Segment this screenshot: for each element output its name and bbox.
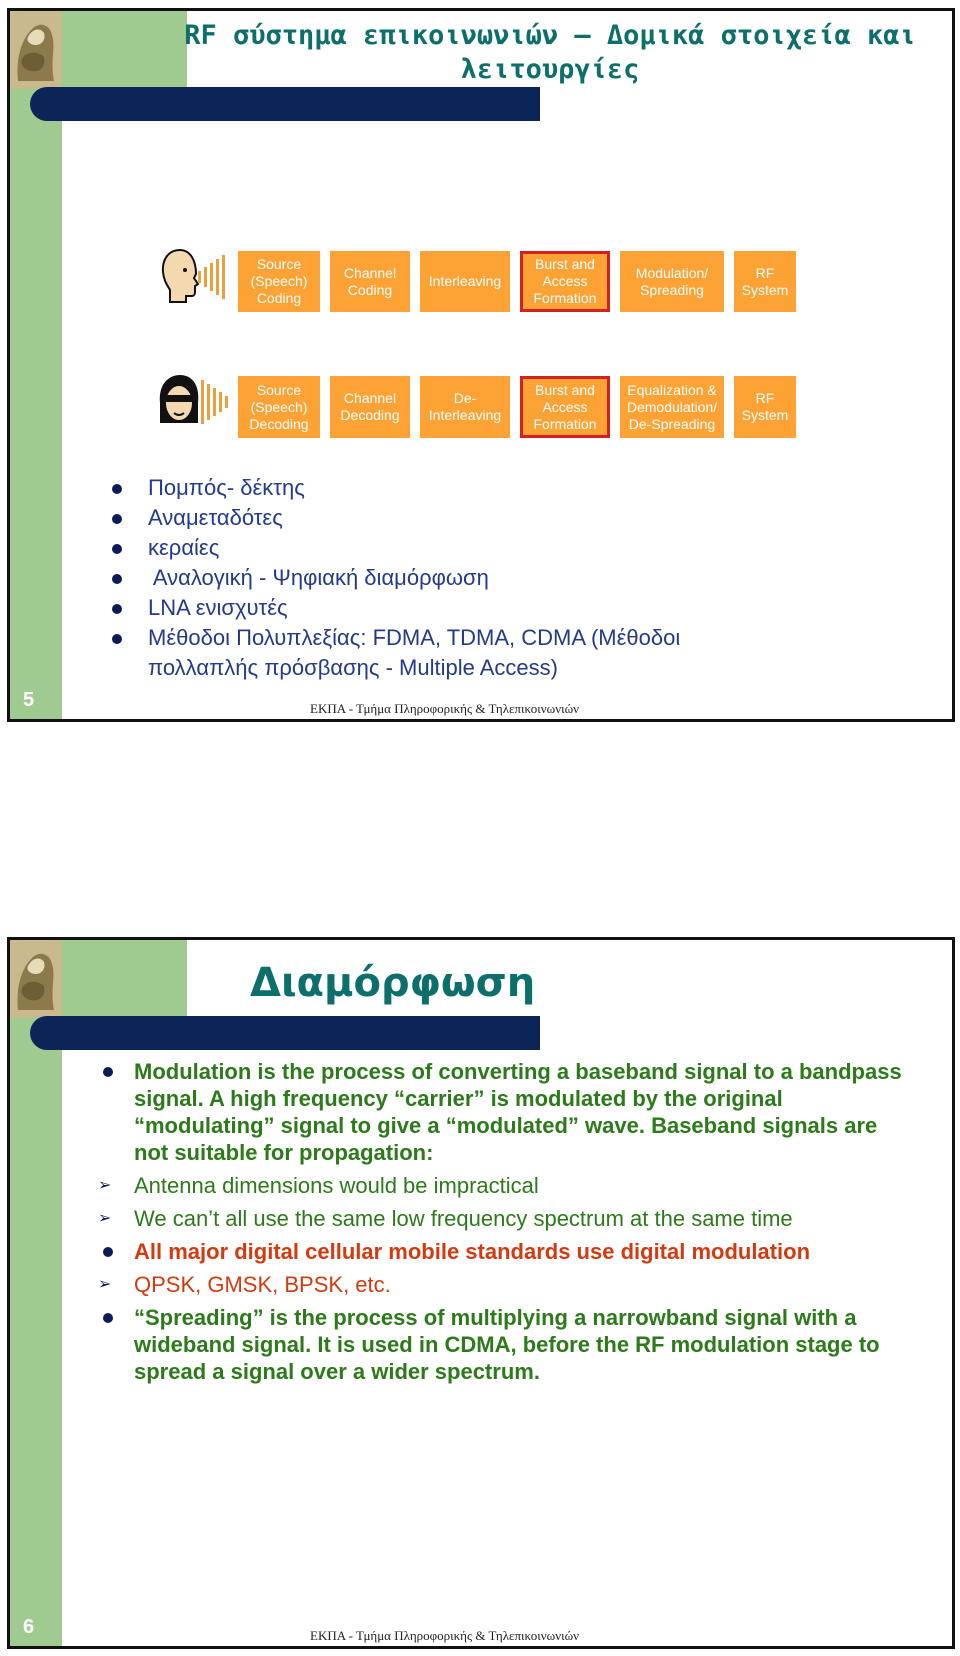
box-rf-system-tx: RF System <box>734 251 796 312</box>
title-green-strip <box>62 11 187 89</box>
box-burst-access-formation: Burst and Access Formation <box>520 251 610 312</box>
bullet-list <box>100 473 900 683</box>
list-item: All major digital cellular mobile standards use digital modulation <box>94 1238 914 1265</box>
title-line-2: λειτουργίες <box>460 54 640 85</box>
arrow-bullet-icon: ➢ <box>98 1210 112 1227</box>
list-item: Πομπός- δέκτης <box>100 473 900 503</box>
list-item: LNA ενισχυτές <box>100 593 900 623</box>
slide-number: 5 <box>23 689 35 711</box>
list-item: ➢ We can’t all use the same low frequency spectrum at the same time <box>98 1206 793 1231</box>
box-source-speech-decoding: Source (Speech) Decoding <box>238 376 320 438</box>
box-equalization-demodulation: Equalization & Demodulation/ De-Spreading <box>620 376 724 438</box>
bullet-dot-icon <box>103 1313 113 1323</box>
university-logo-icon <box>10 11 62 89</box>
title-green-strip <box>62 940 187 1018</box>
bullet-dot-icon <box>112 484 122 494</box>
box-burst-access-formation-rx: Burst and Access Formation <box>520 376 610 438</box>
bullet-dot-icon <box>112 634 122 644</box>
footer-text: ΕΚΠΑ - Τμήμα Πληροφορικής & Τηλεπικοινωνιών <box>310 701 580 716</box>
slide-title <box>170 19 930 87</box>
bullet-dot-icon <box>112 544 122 554</box>
university-logo-icon <box>10 940 62 1018</box>
bullet-dot-icon <box>103 1067 113 1077</box>
list-item: “Spreading” is the process of multiplying a narrowband signal with a wideband signal. It is used in CDMA, before the RF modulation stage to spread a signal over a wider spectrum. <box>94 1304 914 1385</box>
list-item: Μέθοδοι Πολυπλεξίας: FDMA, TDMA, CDMA (Μέθοδοι πολλαπλής πρόσβασης - Multiple Access) <box>100 623 788 683</box>
list-item: ➢ QPSK, GMSK, BPSK, etc. <box>98 1272 391 1297</box>
box-rf-system-rx: RF System <box>734 376 796 438</box>
box-interleaving: Interleaving <box>420 251 510 312</box>
list-item: Αναμεταδότες <box>100 503 900 533</box>
slide-number: 6 <box>23 1616 35 1638</box>
listener-face-icon <box>154 373 202 429</box>
box-de-interleaving: De- Interleaving <box>420 376 510 438</box>
slide-5 <box>7 8 955 722</box>
box-channel-coding: Channel Coding <box>330 251 410 312</box>
list-item: Modulation is the process of converting a baseband signal to a bandpass signal. A high frequency “carrier” is modulated by the original “modulating” signal to give a “modulated” wave. Baseband signals are not suitable for propagation: <box>94 1058 914 1166</box>
bullet-dot-icon <box>112 514 122 524</box>
bullet-dot-icon <box>112 574 122 584</box>
list-item: κεραίες <box>100 533 900 563</box>
sound-wave-icon <box>201 380 231 424</box>
list-item: Αναλογική - Ψηφιακή διαμόρφωση <box>100 563 900 593</box>
list-item: ➢ Antenna dimensions would be impractical <box>98 1173 539 1198</box>
bullet-list <box>94 1058 914 1391</box>
bullet-dot-icon <box>103 1247 113 1257</box>
box-modulation-spreading: Modulation/ Spreading <box>620 251 724 312</box>
box-source-speech-coding: Source (Speech) Coding <box>238 251 320 312</box>
arrow-bullet-icon: ➢ <box>98 1276 112 1293</box>
slide-title: Διαμόρφωση <box>250 960 536 1006</box>
arrow-bullet-icon: ➢ <box>98 1177 112 1194</box>
slide-6 <box>7 937 955 1649</box>
sound-wave-icon <box>196 255 226 299</box>
bullet-dot-icon <box>112 604 122 614</box>
title-underline-bar <box>30 87 540 121</box>
footer-text: ΕΚΠΑ - Τμήμα Πληροφορικής & Τηλεπικοινωνιών <box>310 1628 580 1643</box>
title-underline-bar <box>30 1016 540 1050</box>
title-line-1: RF σύστημα επικοινωνιών – Δομικά στοιχεία και <box>184 20 916 51</box>
box-channel-decoding: Channel Decoding <box>330 376 410 438</box>
